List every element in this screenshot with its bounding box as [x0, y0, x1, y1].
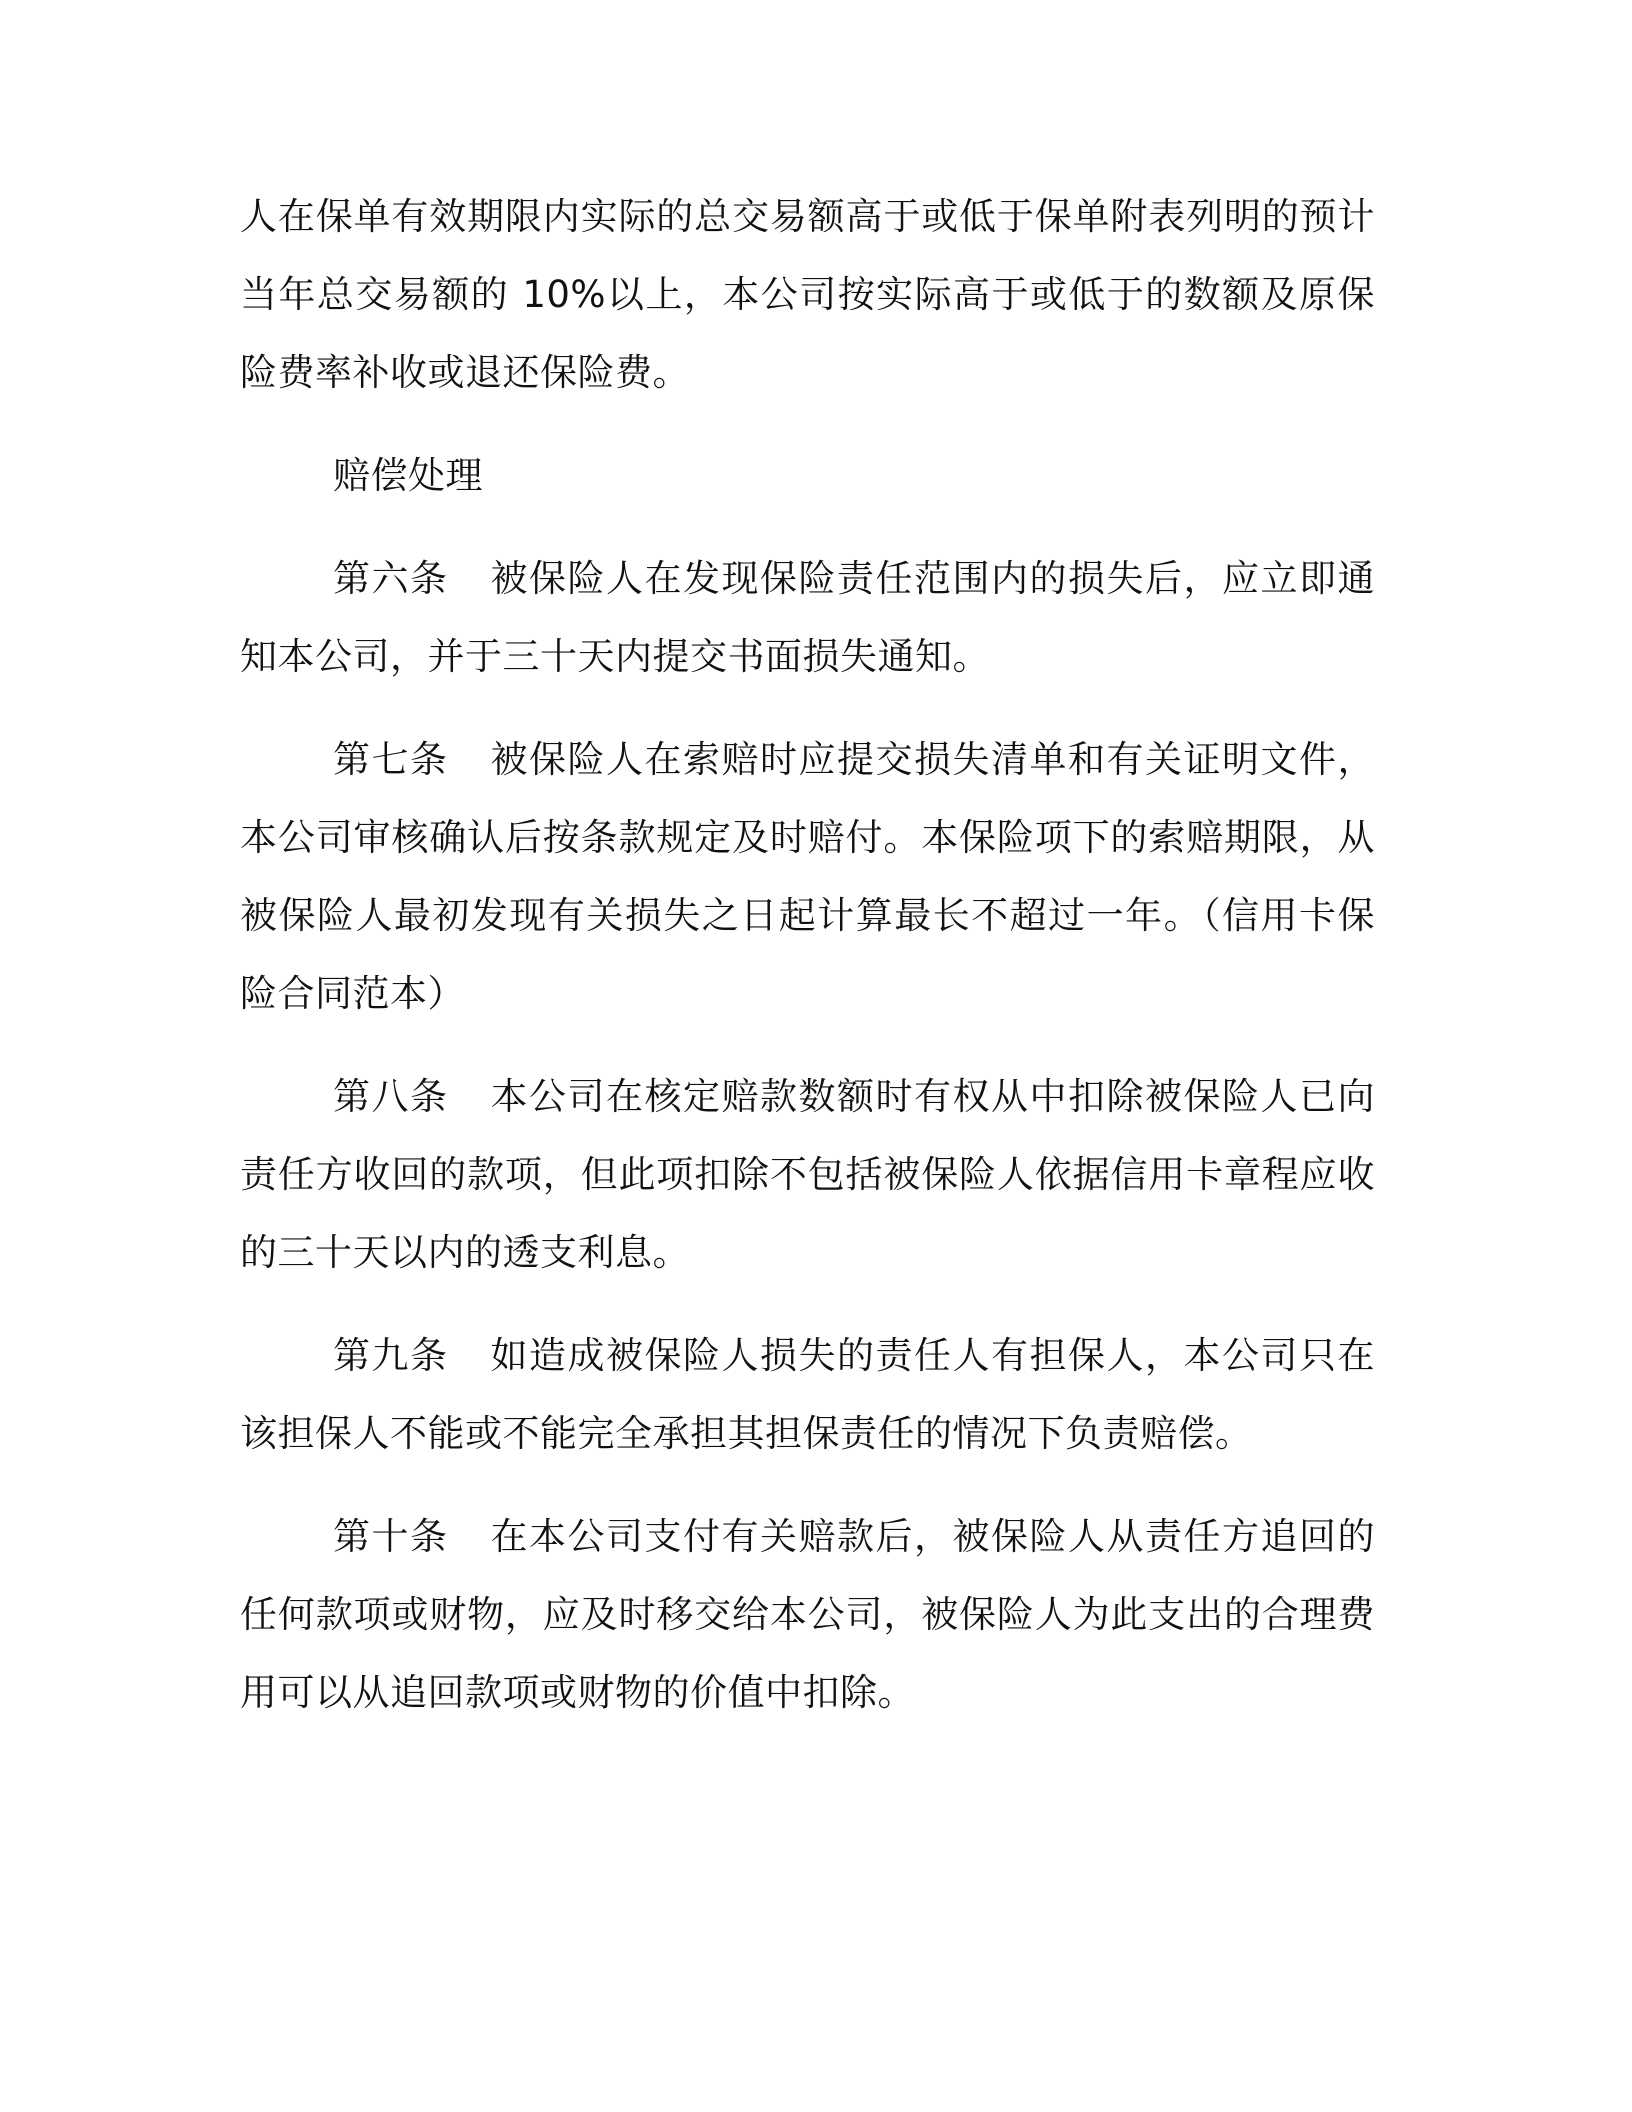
article-9	[240, 1317, 1375, 1473]
article-label: 第十条	[333, 1515, 449, 1558]
article-6	[240, 540, 1375, 696]
article-label: 第九条	[333, 1334, 449, 1377]
section-heading: 赔偿处理	[333, 454, 483, 497]
continuation-paragraph: 人在保单有效期限内实际的总交易额高于或低于保单附表列明的预计当年总交易额的 10%以上，本公司按实际高于或低于的数额及原保险费率补收或退还保险费。	[240, 195, 1375, 394]
article-text: 本公司在核定赔款数额时有权从中扣除被保险人已向责任方收回的款项，但此项扣除不包括被保险人依据信用卡章程应收的三十天以内的透支利息。	[240, 1075, 1375, 1274]
article-text: 如造成被保险人损失的责任人有担保人，本公司只在该担保人不能或不能完全承担其担保责任的情况下负责赔偿。	[240, 1334, 1375, 1455]
article-label: 第六条	[333, 557, 449, 600]
article-10	[240, 1498, 1375, 1732]
article-label: 第七条	[333, 738, 449, 781]
article-text: 被保险人在发现保险责任范围内的损失后，应立即通知本公司，并于三十天内提交书面损失通知。	[240, 557, 1375, 678]
article-text: 被保险人在索赔时应提交损失清单和有关证明文件，本公司审核确认后按条款规定及时赔付。本保险项下的索赔期限，从被保险人最初发现有关损失之日起计算最长不超过一年。（信用卡保险合同范本）	[240, 738, 1375, 1015]
article-label: 第八条	[333, 1075, 449, 1118]
document-body	[240, 178, 1375, 1757]
article-7	[240, 721, 1375, 1033]
article-text: 在本公司支付有关赔款后，被保险人从责任方追回的任何款项或财物，应及时移交给本公司，被保险人为此支出的合理费用可以从追回款项或财物的价值中扣除。	[240, 1515, 1375, 1714]
article-8	[240, 1058, 1375, 1292]
